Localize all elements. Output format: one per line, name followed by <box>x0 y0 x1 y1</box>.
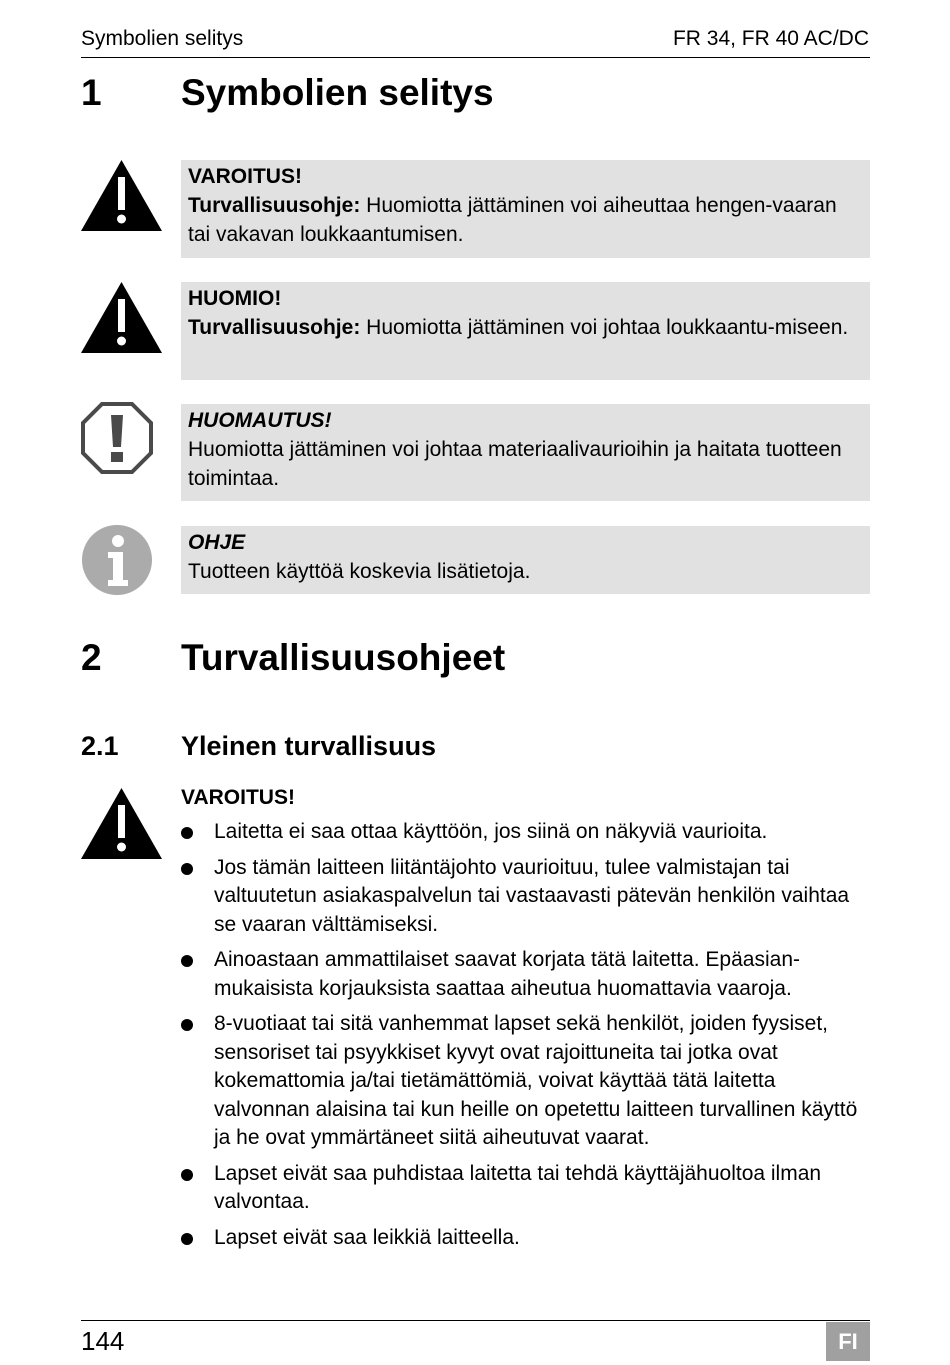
notice-title: HUOMIO! <box>188 287 282 310</box>
notice-attention <box>181 404 870 501</box>
notice-text: Huomiotta jättäminen voi johtaa materiaalivaurioihin ja haitata tuotteen toimintaa. <box>188 438 842 490</box>
section-title: Symbolien selitys <box>181 72 494 113</box>
list-item-text: Ainoastaan ammattilaiset saavat korjata tätä laitetta. Epäasian-mukaisista korjauksista saattaa aiheutua huomattavia vaaroja. <box>214 948 800 1000</box>
list-item-text: Jos tämän laitteen liitäntäjohto vaurioituu, tulee valmistajan tai valtuutetun asiakaspalvelun tai vastaavasti pätevän henkilön vaihtaa se vaaran välttämiseksi. <box>214 855 850 936</box>
notice-caution <box>181 282 870 380</box>
section-1-heading <box>81 72 494 114</box>
notice-body <box>188 313 862 342</box>
warning-triangle-icon <box>81 160 162 237</box>
list-item-text: Lapset eivät saa puhdistaa laitetta tai tehdä käyttäjähuoltoa ilman valvontaa. <box>214 1161 822 1213</box>
list-item-text: Lapset eivät saa leikkiä laitteella. <box>214 1225 520 1249</box>
running-header-model: FR 34, FR 40 AC/DC <box>672 27 869 50</box>
list-item <box>181 946 870 1003</box>
list-item <box>181 854 870 940</box>
notice-body <box>188 191 862 249</box>
list-item-text: 8-vuotiaat tai sitä vanhemmat lapset sekä henkilöt, joiden fyysiset, sensoriset tai psyykkiset kyvyt ovat rajoittuneita tai jotka ovat kokemattomia ja/tai tietämättömiä, voivat käyttää tätä laitetta valvonnan alaisina tai kun heille on opetettu laitteen turvallinen käyttö ja he ovat ymmärtäneet siitä aiheutuvat vaarat. <box>214 1012 858 1149</box>
header-divider <box>81 57 870 58</box>
notice-warning <box>181 160 870 258</box>
bullet-icon <box>181 1169 193 1181</box>
list-item-text: Laitetta ei saa ottaa käyttöön, jos siinä on näkyviä vaurioita. <box>214 820 768 843</box>
info-circle-icon <box>81 524 153 601</box>
notice-text: Tuotteen käyttöä koskevia lisätietoja. <box>188 560 531 583</box>
list-item <box>181 1160 870 1217</box>
notice-title: OHJE <box>188 531 246 554</box>
notice-title: VAROITUS! <box>188 165 302 188</box>
running-header-title: Symbolien selitys <box>81 27 244 50</box>
section-2-heading <box>81 637 505 679</box>
notice-lead: Turvallisuusohje: <box>188 316 361 339</box>
section-2-1-heading <box>81 731 436 762</box>
section-title: Turvallisuusohjeet <box>181 637 506 678</box>
bullet-icon <box>181 1233 193 1245</box>
notice-lead: Turvallisuusohje: <box>188 194 361 217</box>
list-item <box>181 1224 870 1253</box>
section-title: Yleinen turvallisuus <box>181 731 437 761</box>
octagon-exclamation-icon <box>81 402 153 479</box>
bullet-icon <box>181 863 193 875</box>
list-item <box>181 818 870 847</box>
notice-note <box>181 526 870 594</box>
list-item <box>181 1010 870 1153</box>
notice-text: Huomiotta jättäminen voi aiheuttaa hengen-vaaran tai vakavan loukkaantumisen. <box>188 194 837 246</box>
warning-label: VAROITUS! <box>181 786 295 809</box>
section-number: 2.1 <box>81 731 119 761</box>
notice-text: Huomiotta jättäminen voi johtaa loukkaantu-miseen. <box>360 316 849 339</box>
section-number: 1 <box>81 72 102 113</box>
warning-triangle-icon <box>81 282 162 359</box>
bullet-icon <box>181 1019 193 1031</box>
page-number: 144 <box>81 1326 125 1356</box>
language-badge: FI <box>826 1322 870 1361</box>
footer-divider <box>81 1320 870 1321</box>
bullet-icon <box>181 955 193 967</box>
bullet-icon <box>181 827 193 839</box>
section-number: 2 <box>81 637 102 678</box>
warning-triangle-icon <box>81 788 162 865</box>
safety-list <box>181 818 870 1259</box>
notice-title: HUOMAUTUS! <box>188 409 332 432</box>
